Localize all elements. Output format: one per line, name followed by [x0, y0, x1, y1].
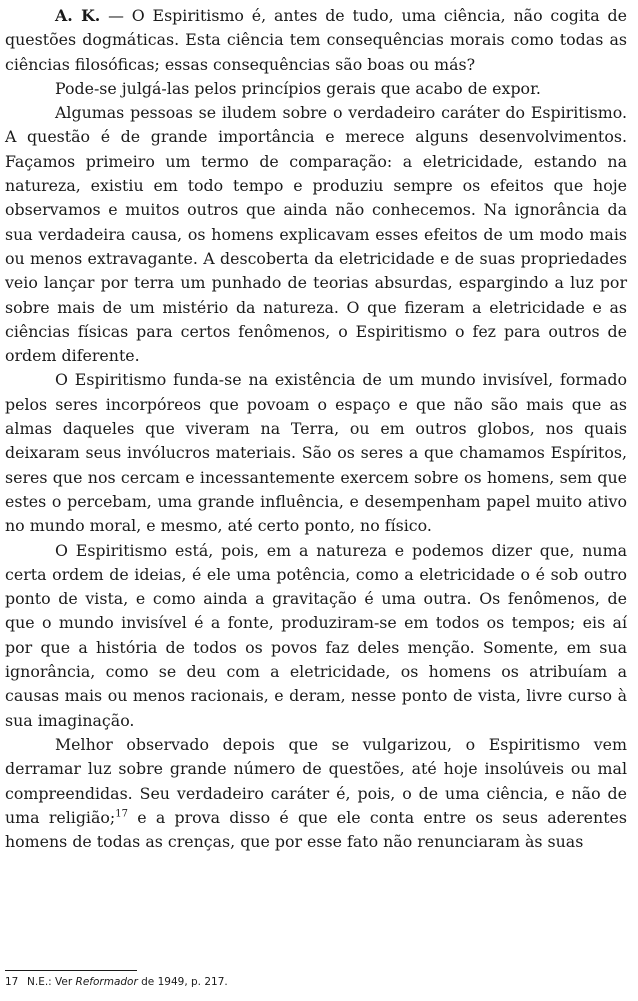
paragraph-2 — [5, 77, 627, 101]
paragraph-3 — [5, 101, 627, 368]
footnote-suffix: de 1949, p. 217. — [137, 976, 228, 988]
paragraph-text: — O Espiritismo é, antes de tudo, uma ciência, não cogita de questões dogmáticas. Esta ciência tem consequências morais como todas as ciências filosóficas; essas consequências são boas ou más? — [5, 6, 627, 74]
footnote — [5, 975, 228, 989]
footnote-prefix: N.E.: Ver — [27, 976, 76, 988]
speaker-label: A. K. — [55, 6, 101, 25]
paragraph-text: Melhor observado depois que se vulgarizou, o Espiritismo vem derramar luz sobre grande número de questões, até hoje insolúveis ou mal compreendidas. Seu verdadeiro caráter é, pois, o de uma ciência, e não de uma religião; — [5, 734, 627, 827]
paragraph-text: O Espiritismo funda-se na existência de um mundo invisível, formado pelos seres incorpóreos que povoam o espaço e que não são mais que as almas daqueles que viveram na Terra, ou em outros globos, nos quais deixaram seus invólucros materiais. São os seres a que chamamos Espíritos, seres que nos cercam e incessantemente exercem sobre os homens, sem que estes o percebam, uma grande influência, e desempenham papel muito ativo no mundo moral, e mesmo, até certo ponto, no físico. — [5, 370, 627, 536]
paragraph-text: O Espiritismo está, pois, em a natureza e podemos dizer que, numa certa ordem de ideias, é ele uma potência, como a eletricidade o é sob outro ponto de vista, e como ainda a gravitação é uma outra. Os fenômenos, de que o mundo invisível é a fonte, produziram-se em todos os tempos; eis aí por que a história de todos os povos faz deles menção. Somente, em sua ignorância, como se deu com a eletricidade, os homens os atribuíam a causas mais ou menos racionais, e deram, nesse ponto de vista, livre curso à sua imaginação. — [5, 540, 627, 730]
footnote-divider — [5, 970, 137, 971]
paragraph-text: Algumas pessoas se iludem sobre o verdadeiro caráter do Espiritismo. A questão é de grande importância e merece alguns desenvolvimentos. Façamos primeiro um termo de comparação: a eletricidade, estando na natureza, existiu em todo tempo e produziu sempre os efeitos que hoje observamos e muitos outros que ainda não conhecemos. Na ignorância da sua verdadeira causa, os homens explicavam esses efeitos de um modo mais ou menos extravagante. A descoberta da eletricidade e de suas propriedades veio lançar por terra um punhado de teorias absurdas, espargindo a luz por sobre mais de um mistério da natureza. O que fizeram a eletricidade e as ciências físicas para certos fenômenos, o Espiritismo o fez para outros de ordem diferente. — [5, 103, 627, 366]
paragraph-6 — [5, 733, 627, 854]
paragraph-text: Pode-se julgá-las pelos princípios gerais que acabo de expor. — [55, 78, 541, 98]
footnote-title: Reformador — [75, 976, 138, 988]
footnote-reference[interactable]: 17 — [115, 808, 128, 820]
paragraph-5 — [5, 539, 627, 733]
paragraph-4 — [5, 368, 627, 538]
page-body — [5, 4, 627, 854]
footnote-number: 17 — [5, 976, 19, 988]
paragraph-text: e a prova disso é que ele conta entre os seus aderentes homens de todas as crenças, que por esse fato não renunciaram às suas — [5, 807, 628, 852]
paragraph-1 — [5, 4, 627, 77]
